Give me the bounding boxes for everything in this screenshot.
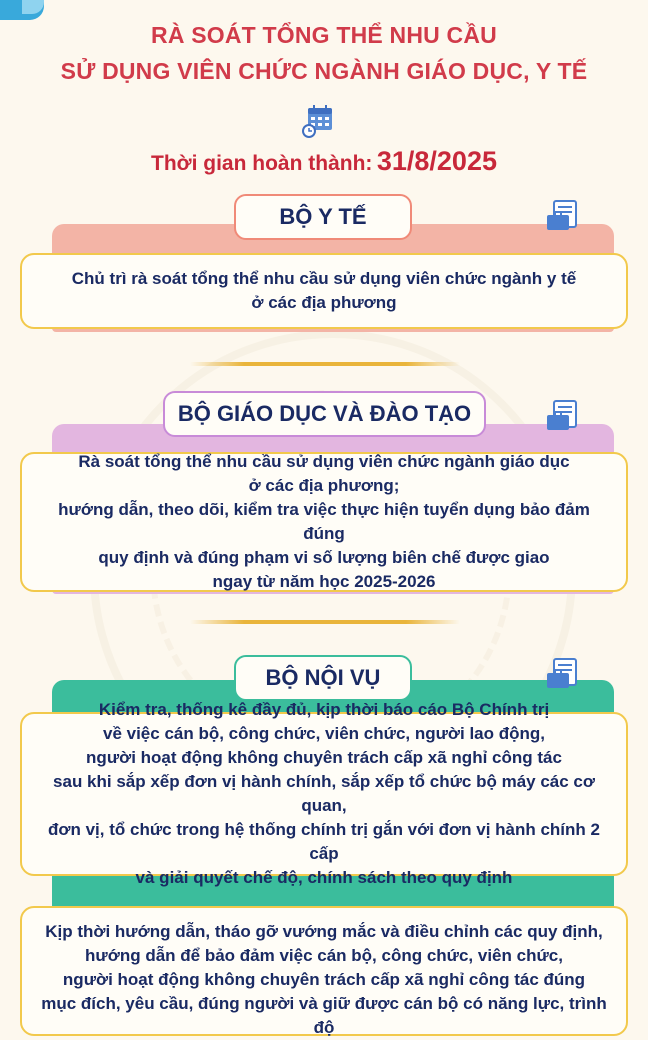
education-line-1: Rà soát tổng thể nhu cầu sử dụng viên chức ngành giáo dục <box>78 452 570 471</box>
interior-heading: BỘ NỘI VỤ <box>234 655 412 701</box>
interior-line-8: hướng dẫn để bảo đảm việc cán bộ, công chức, viên chức, <box>85 946 563 965</box>
education-line-2: ở các địa phương; <box>248 476 400 495</box>
education-line-3: hướng dẫn, theo dõi, kiểm tra việc thực hiện tuyển dụng bảo đảm đúng <box>58 500 590 543</box>
deadline-label: Thời gian hoàn thành: <box>151 152 373 175</box>
deadline-date: 31/8/2025 <box>376 146 497 176</box>
interior-line-2: về việc cán bộ, công chức, viên chức, người lao động, <box>103 724 545 743</box>
education-line-4: quy định và đúng phạm vi số lượng biên chế được giao <box>98 548 550 567</box>
education-heading: BỘ GIÁO DỤC VÀ ĐÀO TẠO <box>163 391 486 437</box>
calendar-clock-icon <box>302 104 334 138</box>
education-content <box>20 452 628 592</box>
interior-line-3: người hoạt động không chuyên trách cấp xã nghỉ công tác <box>86 748 562 767</box>
corner-decoration <box>0 0 44 20</box>
interior-content-1 <box>20 700 628 887</box>
separator <box>190 620 460 624</box>
page-title-line-1: RÀ SOÁT TỔNG THỂ NHU CẦU <box>151 22 497 48</box>
document-briefcase-icon <box>546 200 580 232</box>
health-heading: BỘ Y TẾ <box>234 194 412 240</box>
separator <box>190 362 460 366</box>
health-content <box>20 253 628 329</box>
education-line-5: ngay từ năm học 2025-2026 <box>212 572 436 591</box>
health-line-1: Chủ trì rà soát tổng thể nhu cầu sử dụng viên chức ngành y tế <box>71 269 577 288</box>
interior-line-7: Kịp thời hướng dẫn, tháo gỡ vướng mắc và điều chỉnh các quy định, <box>45 922 603 941</box>
document-briefcase-icon <box>546 400 580 432</box>
interior-line-1: Kiểm tra, thống kê đầy đủ, kịp thời báo cáo Bộ Chính trị <box>98 700 550 719</box>
health-line-2: ở các địa phương <box>251 293 397 312</box>
interior-line-6: và giải quyết chế độ, chính sách theo quy định <box>135 868 513 887</box>
document-briefcase-icon <box>546 658 580 690</box>
deadline <box>0 146 648 177</box>
interior-line-5: đơn vị, tổ chức trong hệ thống chính trị gắn với đơn vị hành chính 2 cấp <box>48 820 600 863</box>
interior-line-9: người hoạt động không chuyên trách cấp xã nghỉ công tác đúng <box>62 970 586 989</box>
interior-line-4: sau khi sắp xếp đơn vị hành chính, sắp xếp tổ chức bộ máy các cơ quan, <box>53 772 595 815</box>
interior-line-10: mục đích, yêu cầu, đúng người và giữ được cán bộ có năng lực, trình độ <box>41 994 607 1037</box>
page-title-line-2: SỬ DỤNG VIÊN CHỨC NGÀNH GIÁO DỤC, Y TẾ <box>60 58 588 84</box>
interior-content-2 <box>20 906 628 1036</box>
